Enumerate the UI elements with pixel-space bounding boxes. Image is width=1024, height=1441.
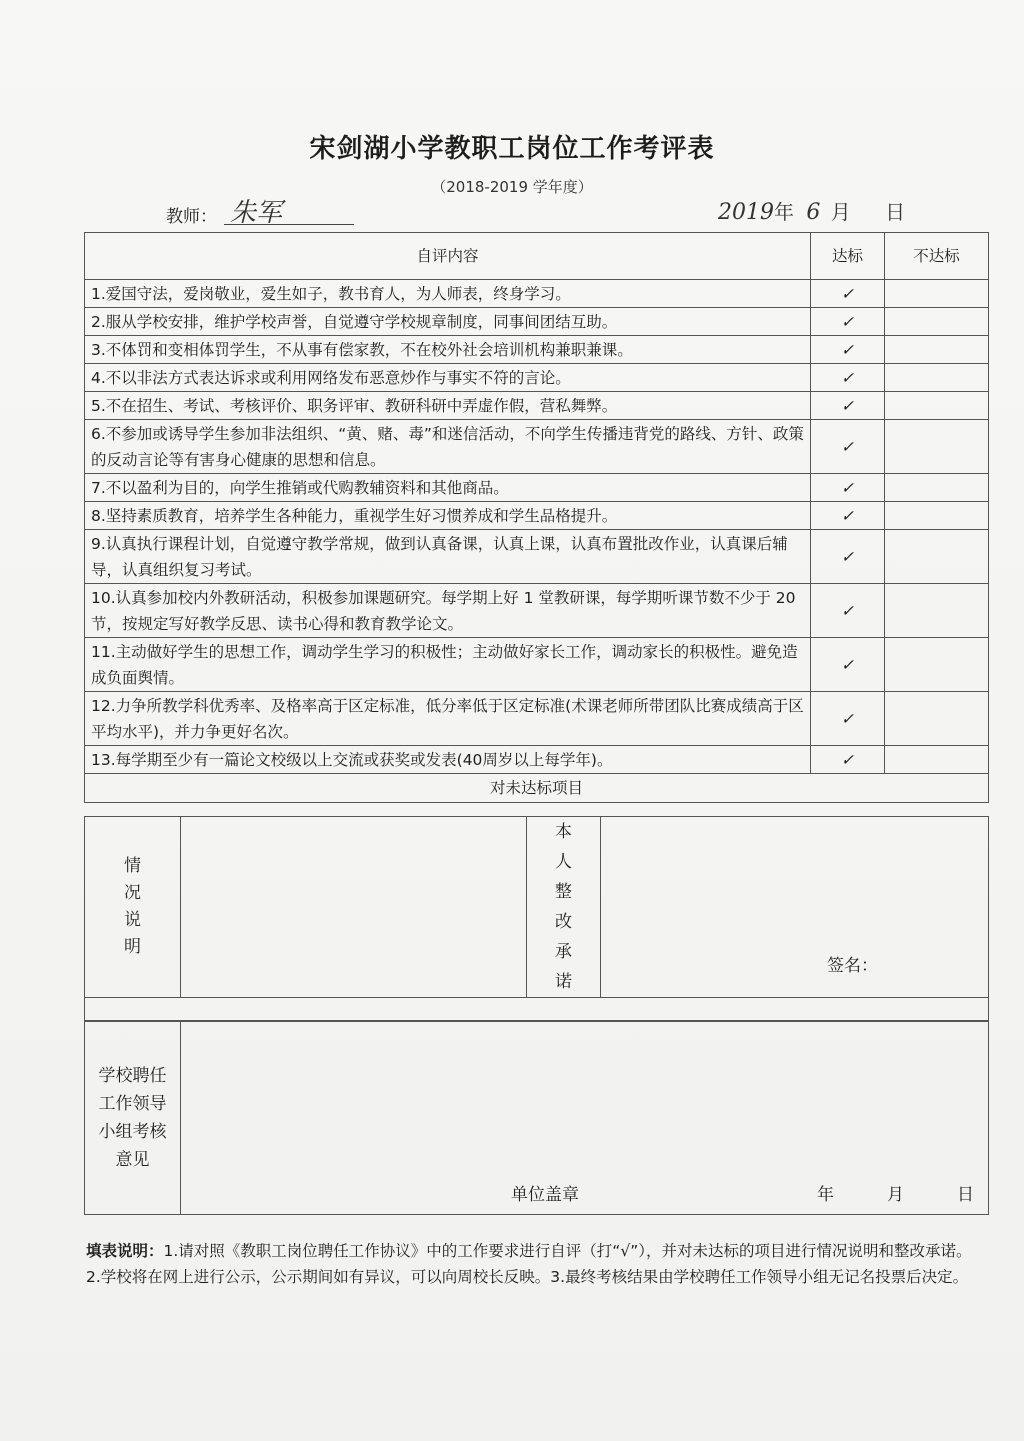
- pass-check-mark: ✓: [811, 692, 885, 746]
- item-text: 11.主动做好学生的思想工作，调动学生学习的积极性；主动做好家长工作，调动家长的积极性。避免造成负面舆情。: [85, 638, 811, 692]
- table-row: [85, 336, 989, 364]
- review-label: 学校聘任工作领导小组考核意见: [98, 1065, 167, 1170]
- table-row: [85, 502, 989, 530]
- item-text: 12.力争所教学科优秀率、及格率高于区定标准，低分率低于区定标准(术课老师所带团队比赛成绩高于区平均水平)，并力争更好名次。: [85, 692, 811, 746]
- spacer-cell: [85, 998, 989, 1022]
- item-text: 10.认真参加校内外教研活动，积极参加课题研究。每学期上好 1 堂教研课，每学期听课节数不少于 20 节，按规定写好教学反思、读书心得和教育教学论文。: [85, 584, 811, 638]
- situation-label-cell: [85, 817, 181, 998]
- table-row: [85, 280, 989, 308]
- stamp-year-label: 年: [817, 1185, 834, 1205]
- header-content: 自评内容: [85, 233, 811, 280]
- item-text: 5.不在招生、考试、考核评价、职务评审、教研科研中弄虚作假，营私舞弊。: [85, 392, 811, 420]
- fill-instructions-lead: 填表说明：: [86, 1242, 164, 1260]
- unmet-table: [84, 816, 989, 1022]
- item-text: 6.不参加或诱导学生参加非法组织、“黄、赌、毒”和迷信活动，不向学生传播违背党的路线、方针、政策的反动言论等有害身心健康的思想和信息。: [85, 420, 811, 474]
- pass-check-mark: ✓: [811, 392, 885, 420]
- spacer-row: [85, 998, 989, 1022]
- stamp-month-label: 月: [887, 1185, 904, 1205]
- pass-check-mark: ✓: [811, 746, 885, 774]
- pass-check-mark: ✓: [811, 502, 885, 530]
- page-title: 宋剑湖小学教职工岗位工作考评表: [309, 134, 715, 164]
- table-row: [85, 692, 989, 746]
- unmet-section-title-row: [85, 774, 989, 803]
- review-table: [84, 1020, 989, 1215]
- table-row: [85, 584, 989, 638]
- fail-cell[interactable]: [885, 474, 989, 502]
- item-text: 3.不体罚和变相体罚学生，不从事有偿家教，不在校外社会培训机构兼职兼课。: [85, 336, 811, 364]
- fail-cell[interactable]: [885, 308, 989, 336]
- item-text: 7.不以盈利为目的，向学生推销或代购教辅资料和其他商品。: [85, 474, 811, 502]
- item-text: 4.不以非法方式表达诉求或利用网络发布恶意炒作与事实不符的言论。: [85, 364, 811, 392]
- teacher-label: 教师：: [166, 207, 217, 227]
- table-row: [85, 638, 989, 692]
- table-header-row: [85, 233, 989, 280]
- pass-check-mark: ✓: [811, 308, 885, 336]
- header-pass: 达标: [811, 233, 885, 280]
- fail-cell[interactable]: [885, 364, 989, 392]
- pass-check-mark: ✓: [811, 474, 885, 502]
- item-text: 9.认真执行课程计划，自觉遵守教学常规，做到认真备课，认真上课，认真布置批改作业，认真课后辅导，认真组织复习考试。: [85, 530, 811, 584]
- stamp-day-label: 日: [957, 1185, 974, 1205]
- pass-check-mark: ✓: [811, 364, 885, 392]
- stamp-label: 单位盖章: [511, 1185, 579, 1205]
- promise-label: 本人整改承诺: [555, 822, 572, 992]
- fill-instructions: [86, 1238, 986, 1290]
- situation-label: 情况说明: [124, 856, 141, 957]
- item-text: 8.坚持素质教育，培养学生各种能力，重视学生好习惯养成和学生品格提升。: [85, 502, 811, 530]
- date-day-label: 日: [885, 200, 906, 224]
- situation-input[interactable]: [181, 817, 527, 998]
- review-row: [85, 1021, 989, 1215]
- date: [718, 196, 905, 225]
- item-text: 13.每学期至少有一篇论文校级以上交流或获奖或发表(40周岁以上每学年)。: [85, 746, 811, 774]
- fail-cell[interactable]: [885, 336, 989, 364]
- date-month-label: 月: [830, 200, 851, 224]
- item-text: 1.爱国守法，爱岗敬业，爱生如子，教书育人，为人师表，终身学习。: [85, 280, 811, 308]
- school-year: （2018-2019 学年度）: [431, 178, 593, 196]
- fill-instructions-body: 1.请对照《教职工岗位聘任工作协议》中的工作要求进行自评（打“√”），并对未达标的项目进行情况说明和整改承诺。2.学校将在网上进行公示，公示期间如有异议，可以向周校长反映。3.最终考核结果由学校聘任工作领导小组无记名投票后决定。: [86, 1242, 972, 1286]
- review-input[interactable]: [181, 1021, 989, 1215]
- pass-check-mark: ✓: [811, 420, 885, 474]
- signature-label: 签名：: [827, 956, 878, 976]
- teacher-name: 朱军: [230, 198, 283, 228]
- fail-cell[interactable]: [885, 502, 989, 530]
- fail-cell[interactable]: [885, 584, 989, 638]
- promise-label-cell: [527, 817, 601, 998]
- unmet-section-title: 对未达标项目: [85, 774, 989, 803]
- review-label-cell: [85, 1021, 181, 1215]
- table-row: [85, 530, 989, 584]
- promise-input[interactable]: [601, 817, 989, 998]
- fail-cell[interactable]: [885, 638, 989, 692]
- date-month: 6: [806, 200, 821, 225]
- pass-check-mark: ✓: [811, 584, 885, 638]
- table-row: [85, 308, 989, 336]
- table-row: [85, 392, 989, 420]
- pass-check-mark: ✓: [811, 336, 885, 364]
- date-year: 2019: [718, 200, 774, 225]
- table-row: [85, 746, 989, 774]
- fail-cell[interactable]: [885, 420, 989, 474]
- fail-cell[interactable]: [885, 280, 989, 308]
- table-row: [85, 474, 989, 502]
- item-text: 2.服从学校安排，维护学校声誉，自觉遵守学校规章制度，同事间团结互助。: [85, 308, 811, 336]
- evaluation-table: [84, 232, 989, 803]
- table-row: [85, 364, 989, 392]
- header-fail: 不达标: [885, 233, 989, 280]
- fail-cell[interactable]: [885, 392, 989, 420]
- fail-cell[interactable]: [885, 692, 989, 746]
- unmet-row: [85, 817, 989, 998]
- pass-check-mark: ✓: [811, 280, 885, 308]
- fail-cell[interactable]: [885, 746, 989, 774]
- fail-cell[interactable]: [885, 530, 989, 584]
- pass-check-mark: ✓: [811, 530, 885, 584]
- table-row: [85, 420, 989, 474]
- date-year-label: 年: [774, 200, 794, 224]
- pass-check-mark: ✓: [811, 638, 885, 692]
